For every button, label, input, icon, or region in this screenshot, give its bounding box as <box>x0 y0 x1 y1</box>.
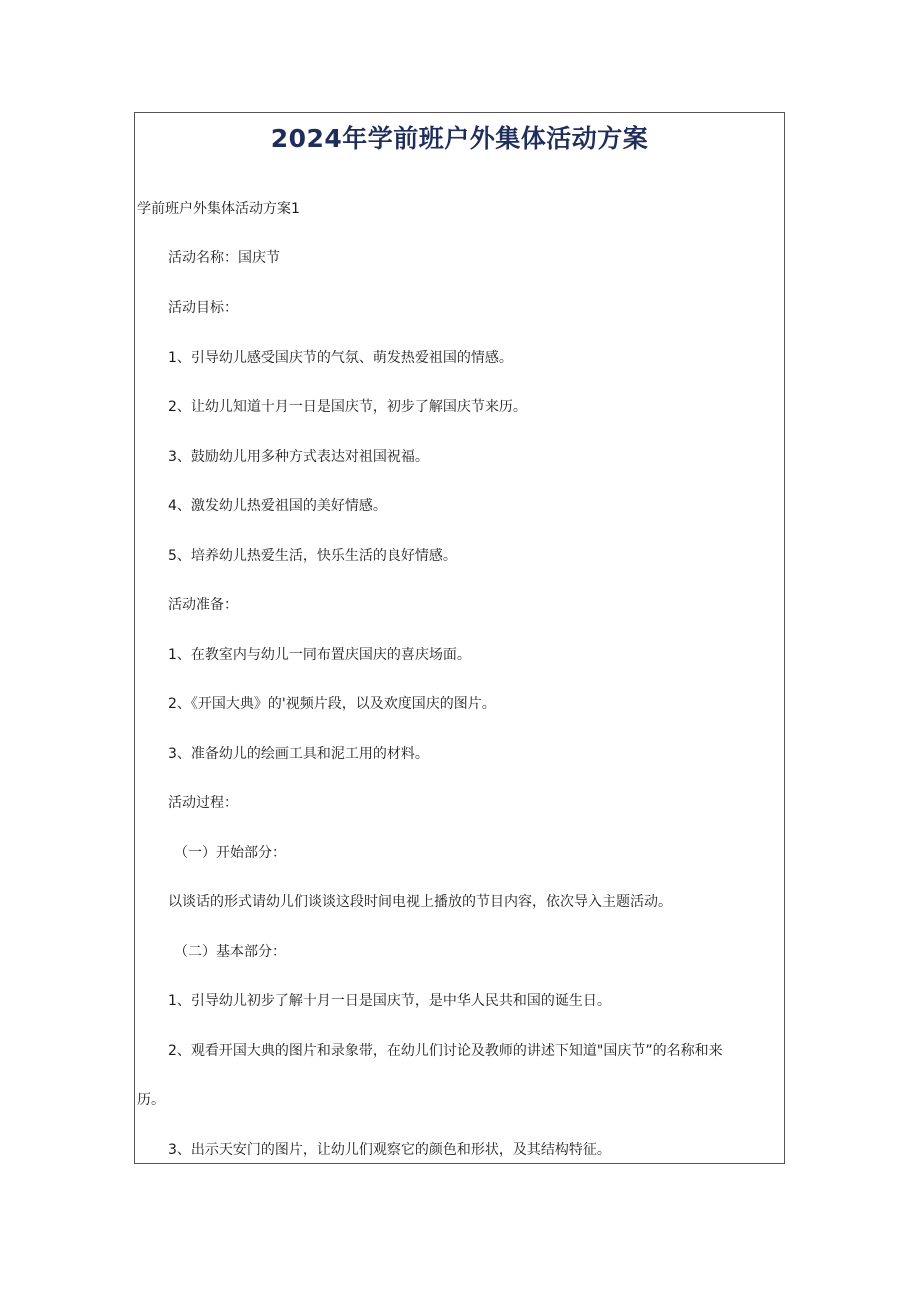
process-part-2-item-2: 2、观看开国大典的图片和录象带，在幼儿们讨论及教师的讲述下知道"国庆节”的名称和来 <box>168 1043 723 1059</box>
process-part-2-item-1: 1、引导幼儿初步了解十月一日是国庆节，是中华人民共和国的诞生日。 <box>168 993 611 1009</box>
goal-item-4: 4、激发幼儿热爱祖国的美好情感。 <box>168 498 387 514</box>
goals-heading: 活动目标： <box>168 300 238 316</box>
goal-item-3: 3、鼓励幼儿用多种方式表达对祖国祝福。 <box>168 449 429 465</box>
goal-item-1: 1、引导幼儿感受国庆节的气氛、萌发热爱祖国的情感。 <box>168 350 513 366</box>
section-heading: 学前班户外集体活动方案1 <box>137 201 300 217</box>
preparation-item-3: 3、准备幼儿的绘画工具和泥工用的材料。 <box>168 746 429 762</box>
process-part-2-item-2-continued: 历。 <box>137 1092 165 1108</box>
process-part-1-heading: （一）开始部分： <box>174 845 286 861</box>
goal-item-5: 5、培养幼儿热爱生活，快乐生活的良好情感。 <box>168 548 457 564</box>
activity-name: 活动名称：国庆节 <box>168 250 280 266</box>
preparation-item-2: 2、《开国大典》的'视频片段，以及欢度国庆的图片。 <box>168 696 496 712</box>
preparation-heading: 活动准备： <box>168 597 238 613</box>
document-page <box>134 112 785 1164</box>
goal-item-2: 2、让幼儿知道十月一日是国庆节，初步了解国庆节来历。 <box>168 399 527 415</box>
process-heading: 活动过程： <box>168 795 238 811</box>
process-part-2-heading: （二）基本部分： <box>174 944 286 960</box>
document-title: 2024年学前班户外集体活动方案 <box>270 124 649 153</box>
process-part-1-text: 以谈话的形式请幼儿们谈谈这段时间电视上播放的节目内容，依次导入主题活动。 <box>168 894 672 910</box>
process-part-2-item-3: 3、出示天安门的图片，让幼儿们观察它的颜色和形状，及其结构特征。 <box>168 1142 611 1158</box>
preparation-item-1: 1、在教室内与幼儿一同布置庆国庆的喜庆场面。 <box>168 647 471 663</box>
